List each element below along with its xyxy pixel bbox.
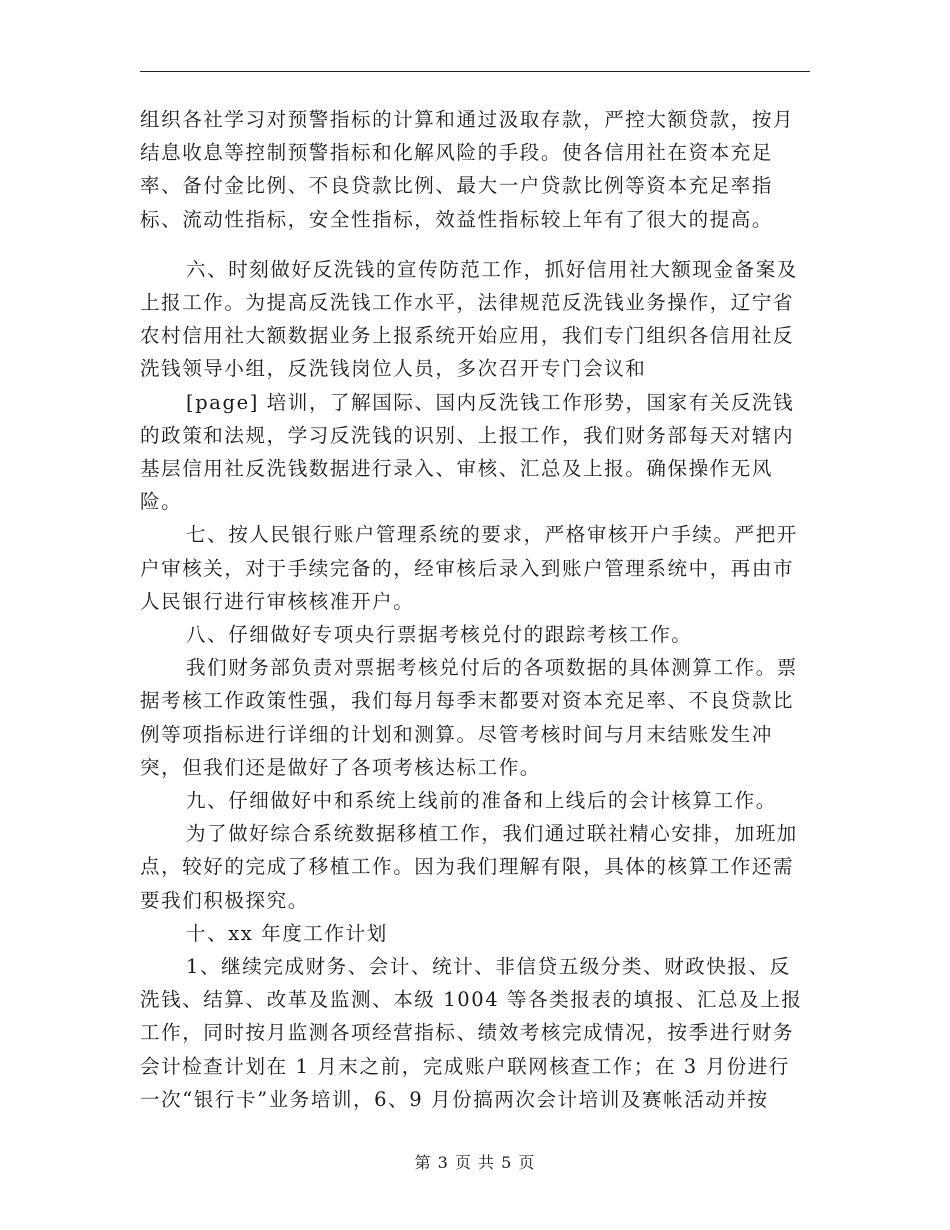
document-body [140, 103, 810, 1116]
header-rule [140, 71, 810, 72]
page-number-footer: 第 3 页 共 5 页 [414, 1153, 536, 1172]
paragraph-4: 七、按人民银行账户管理系统的要求，严格审核开户手续。严把开户审核关，对于手续完备的，经审核后录入到账户管理系统中，再由市人民银行进行审核核准开户。 [140, 523, 798, 613]
paragraph-10: 1、继续完成财务、会计、统计、非信贷五级分类、财政快报、反洗钱、结算、改革及监测、本级 1004 等各类报表的填报、汇总及上报工作，同时按月监测各项经营指标、绩效考核完成情况，按季进行财务会计检查计划在 1 月末之前，完成账户联网核查工作；在 3 月份进行一次“银行卡”业务培训，6、9 月份搞两次会计培训及赛帐活动并按 [140, 955, 803, 1111]
paragraph-2: 六、时刻做好反洗钱的宣传防范工作，抓好信用社大额现金备案及上报工作。为提高反洗钱工作水平，法律规范反洗钱业务操作，辽宁省农村信用社大额数据业务上报系统开始应用，我们专门组织各信用社反洗钱领导小组，反洗钱岗位人员，多次召开专门会议和 [140, 257, 798, 381]
paragraph-9: 十、xx 年度工作计划 [186, 921, 388, 945]
paragraph-7: 九、仔细做好中和系统上线前的准备和上线后的会计核算工作。 [186, 789, 777, 813]
paragraph-8: 为了做好综合系统数据移植工作，我们通过联社精心安排，加班加点，较好的完成了移植工作。因为我们理解有限，具体的核算工作还需要我们积极探究。 [140, 822, 798, 912]
paragraph-3: [page] 培训，了解国际、国内反洗钱工作形势，国家有关反洗钱的政策和法规，学习反洗钱的识别、上报工作，我们财务部每天对辖内基层信用社反洗钱数据进行录入、审核、汇总及上报。确保操作无风险。 [140, 390, 795, 514]
paragraph-5: 八、仔细做好专项央行票据考核兑付的跟踪考核工作。 [186, 623, 693, 647]
paragraph-1: 组织各社学习对预警指标的计算和通过汲取存款，严控大额贷款，按月结息收息等控制预警指标和化解风险的手段。使各信用社在资本充足率、备付金比例、不良贷款比例、最大一户贷款比例等资本充足率指标、流动性指标，安全性指标，效益性指标较上年有了很大的提高。 [140, 108, 795, 231]
paragraph-6: 我们财务部负责对票据考核兑付后的各项数据的具体测算工作。票据考核工作政策性强，我们每月每季末都要对资本充足率、不良贷款比例等项指标进行详细的计划和测算。尽管考核时间与月末结账发生冲突，但我们还是做好了各项考核达标工作。 [140, 656, 798, 779]
